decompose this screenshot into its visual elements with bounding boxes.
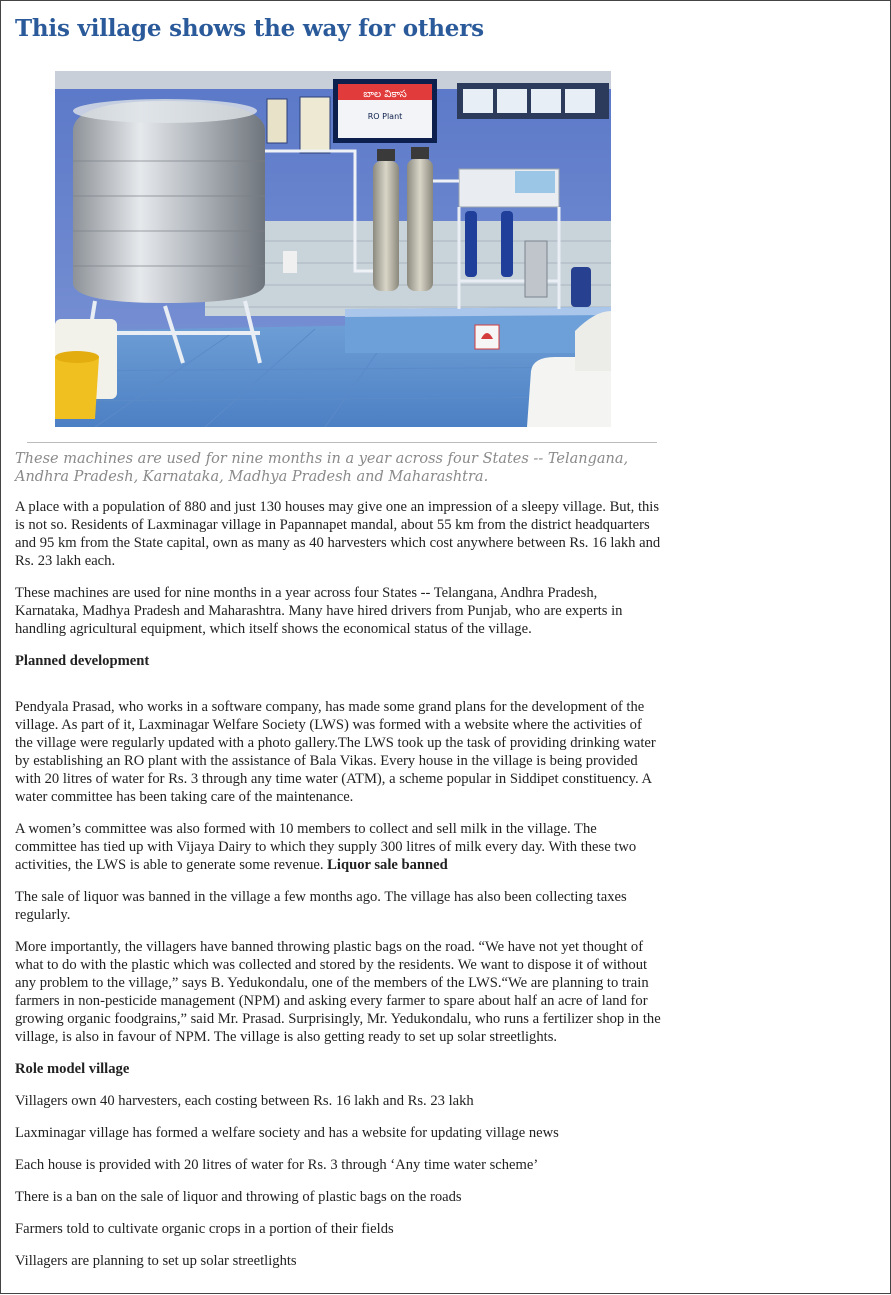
paragraph-womens-committee-text: A women’s committee was also formed with 10 members to collect and sell milk in the village. The committee has tied up with Vijaya Dairy to which they supply 300 litres of milk every day. With these two activities, the LWS is able to generate some revenue. xyxy=(15,821,637,873)
headline: This village shows the way for others xyxy=(15,15,484,42)
paragraph-machines: These machines are used for nine months in a year across four States -- Telangana, Andhra Pradesh, Karnataka, Madhya Pradesh and Maharashtra. Many have hired drivers from Punjab, who are experts in handling agricultural equipment, which itself shows the economical status of the village. xyxy=(15,585,623,637)
paragraph-planned-development: Pendyala Prasad, who works in a software company, has made some grand plans for the development of the village. As part of it, Laxminagar Welfare Society (LWS) was formed with a website where the activities of the village were regularly updated with a photo gallery.The LWS took up the task of providing drinking water by establishing an RO plant with the assistance of Bala Vikas. Every house in the village is being provided with 20 litres of water for Rs. 3 through any time water (ATM), a scheme popular in Siddipet constituency. A water committee has been taking care of the maintenance. xyxy=(15,699,656,805)
photo-caption: These machines are used for nine months in a year across four States -- Telangana, Andhra Pradesh, Karnataka, Madhya Pradesh and Maharashtra. xyxy=(15,451,629,485)
sign-text: బాల వికాస xyxy=(363,89,407,100)
paragraph-plastic: More importantly, the villagers have banned throwing plastic bags on the road. “We have not yet thought of what to do with the plastic which was collected and stored by the residents. We want to dispose it of without any problem to the village,” says B. Yedukondalu, one of the members of the LWS.“We are planning to train farmers in non-pesticide management (NPM) and asking every farmer to spare about half an acre of land for growing organic foodgrains,” said Mr. Prasad. Surprisingly, Mr. Yedukondalu, who runs a fertilizer shop in the village, is also in favour of NPM. The village is also getting ready to set up solar streetlights. xyxy=(15,939,661,1045)
highlight-item: Villagers own 40 harvesters, each costing between Rs. 16 lakh and Rs. 23 lakh xyxy=(15,1093,474,1109)
paragraph-womens-committee xyxy=(15,820,661,874)
spacer xyxy=(15,684,661,698)
highlight-item: Farmers told to cultivate organic crops in a portion of their fields xyxy=(15,1221,394,1237)
highlight-item: Laxminagar village has formed a welfare society and has a website for updating village news xyxy=(15,1125,559,1141)
caption-divider xyxy=(27,442,657,443)
paragraph-intro: A place with a population of 880 and just 130 houses may give one an impression of a sleepy village. But, this is not so. Residents of Laxminagar village in Papannapet mandal, about 55 km from the district headquarters and 95 km from the State capital, own as many as 40 harvesters which cost anywhere between Rs. 16 lakh and Rs. 23 lakh each. xyxy=(15,499,661,569)
paragraph-liquor: The sale of liquor was banned in the village a few months ago. The village has also been collecting taxes regularly. xyxy=(15,889,627,923)
subheading-planned-development: Planned development xyxy=(15,653,150,669)
sign-subtext: RO Plant xyxy=(367,112,403,121)
highlight-item: Villagers are planning to set up solar streetlights xyxy=(15,1253,297,1269)
highlight-item: Each house is provided with 20 litres of water for Rs. 3 through ‘Any time water scheme’ xyxy=(15,1157,539,1173)
subheading-role-model-village: Role model village xyxy=(15,1061,130,1077)
subheading-liquor-sale-banned: Liquor sale banned xyxy=(327,857,448,873)
article-body xyxy=(15,498,661,1284)
highlight-item: There is a ban on the sale of liquor and throwing of plastic bags on the roads xyxy=(15,1189,462,1205)
article-photo xyxy=(55,71,611,427)
